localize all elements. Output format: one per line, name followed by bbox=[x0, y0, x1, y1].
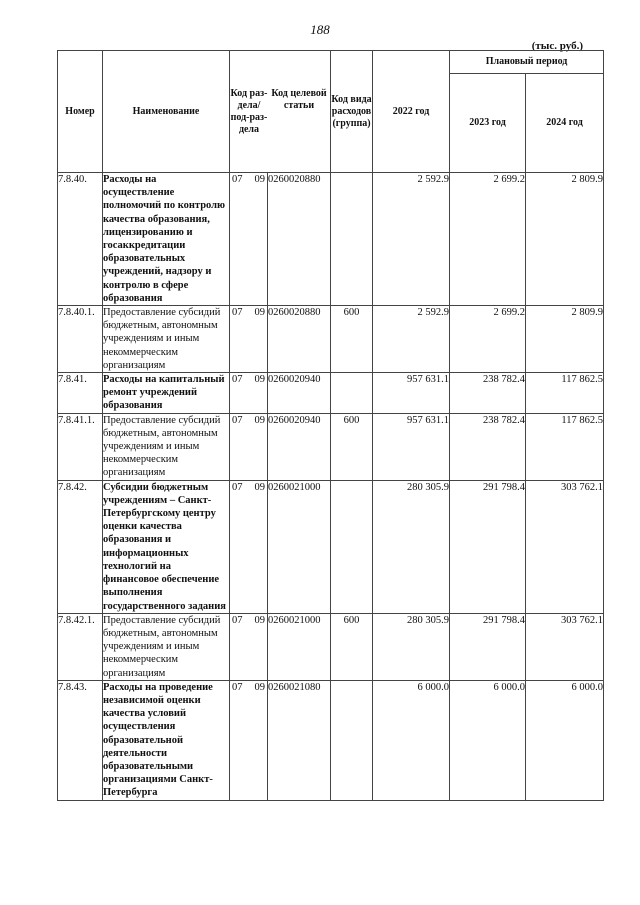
table-body bbox=[58, 173, 604, 801]
header-number: Номер bbox=[58, 51, 103, 173]
row-target: 0260020880 bbox=[268, 306, 331, 373]
row-2024: 2 809.9 bbox=[526, 306, 604, 373]
row-2024: 303 762.1 bbox=[526, 613, 604, 680]
budget-table bbox=[57, 50, 604, 801]
header-section-target bbox=[230, 51, 331, 173]
row-target: 0260021000 bbox=[268, 613, 331, 680]
row-section: 07 bbox=[232, 174, 243, 185]
row-subsection: 09 bbox=[254, 374, 265, 386]
row-group bbox=[331, 680, 373, 800]
row-2023: 238 782.4 bbox=[450, 413, 526, 480]
header-year-2024: 2024 год bbox=[526, 74, 604, 173]
row-target: 0260020940 bbox=[268, 373, 331, 414]
row-2024: 303 762.1 bbox=[526, 480, 604, 613]
row-subsection: 09 bbox=[254, 174, 265, 185]
table-row bbox=[58, 373, 604, 414]
row-number: 7.8.43. bbox=[58, 680, 103, 800]
table-row bbox=[58, 480, 604, 613]
header-year-2023: 2023 год bbox=[450, 74, 526, 173]
row-section: 07 bbox=[232, 681, 243, 693]
row-subsection: 09 bbox=[254, 481, 265, 493]
row-number: 7.8.41. bbox=[58, 373, 103, 414]
row-number: 7.8.41.1. bbox=[58, 413, 103, 480]
row-name: Расходы на проведение независимой оценки качества условий осуществления образовательной деятельности образовательными организациями Санкт-Петербурга bbox=[103, 680, 230, 800]
row-2022: 2 592.9 bbox=[373, 173, 450, 306]
row-target: 0260020880 bbox=[268, 173, 331, 306]
row-section-cell bbox=[230, 306, 268, 373]
row-section: 07 bbox=[232, 374, 243, 386]
row-section-cell bbox=[230, 613, 268, 680]
row-2023: 6 000.0 bbox=[450, 680, 526, 800]
row-section: 07 bbox=[232, 307, 243, 319]
row-group bbox=[331, 373, 373, 414]
row-2023: 291 798.4 bbox=[450, 480, 526, 613]
row-subsection: 09 bbox=[254, 414, 265, 426]
table-row bbox=[58, 306, 604, 373]
row-number: 7.8.42. bbox=[58, 480, 103, 613]
table-row bbox=[58, 680, 604, 800]
row-section-cell bbox=[230, 680, 268, 800]
row-group: 600 bbox=[331, 613, 373, 680]
row-name: Расходы на капитальный ремонт учреждений образования bbox=[103, 373, 230, 414]
row-section: 07 bbox=[232, 614, 243, 626]
row-2023: 238 782.4 bbox=[450, 373, 526, 414]
row-target: 0260020940 bbox=[268, 413, 331, 480]
header-section: Код раз-дела/ под-раз-дела bbox=[230, 87, 268, 135]
row-2023: 2 699.2 bbox=[450, 306, 526, 373]
header-plan-period: Плановый период bbox=[450, 51, 604, 74]
row-target: 0260021000 bbox=[268, 480, 331, 613]
table-row bbox=[58, 413, 604, 480]
row-2023: 291 798.4 bbox=[450, 613, 526, 680]
row-subsection: 09 bbox=[254, 681, 265, 693]
row-group: 600 bbox=[331, 306, 373, 373]
row-target: 0260021080 bbox=[268, 680, 331, 800]
header-name: Наименование bbox=[103, 51, 230, 173]
row-name: Предоставление субсидий бюджетным, автономным учреждениям и иным некоммерческим организациям bbox=[103, 613, 230, 680]
header-target: Код целевой статьи bbox=[271, 87, 327, 111]
row-2022: 957 631.1 bbox=[373, 413, 450, 480]
row-group bbox=[331, 480, 373, 613]
row-2022: 280 305.9 bbox=[373, 613, 450, 680]
row-2024: 6 000.0 bbox=[526, 680, 604, 800]
row-2024: 117 862.5 bbox=[526, 373, 604, 414]
row-name: Предоставление субсидий бюджетным, автономным учреждениям и иным некоммерческим организациям bbox=[103, 413, 230, 480]
row-subsection: 09 bbox=[254, 614, 265, 626]
row-name: Расходы на осуществление полномочий по контролю качества образования, лицензированию и госаккредитации образовательных учреждений, надзору и контролю в сфере образования bbox=[103, 173, 230, 306]
row-name: Предоставление субсидий бюджетным, автономным учреждениям и иным некоммерческим организациям bbox=[103, 306, 230, 373]
row-number: 7.8.40.1. bbox=[58, 306, 103, 373]
row-number: 7.8.42.1. bbox=[58, 613, 103, 680]
row-section: 07 bbox=[232, 414, 243, 426]
row-2024: 2 809.9 bbox=[526, 173, 604, 306]
row-subsection: 09 bbox=[254, 307, 265, 319]
row-section-cell bbox=[230, 413, 268, 480]
page-number: 188 bbox=[310, 22, 330, 37]
row-2022: 957 631.1 bbox=[373, 373, 450, 414]
row-2022: 280 305.9 bbox=[373, 480, 450, 613]
row-number: 7.8.40. bbox=[58, 173, 103, 306]
row-2023: 2 699.2 bbox=[450, 173, 526, 306]
row-2022: 6 000.0 bbox=[373, 680, 450, 800]
row-section-cell bbox=[230, 173, 268, 306]
header-year-2022: 2022 год bbox=[373, 51, 450, 173]
units-label: (тыс. руб.) bbox=[531, 40, 583, 52]
row-group: 600 bbox=[331, 413, 373, 480]
table-row bbox=[58, 173, 604, 306]
row-section: 07 bbox=[232, 481, 243, 493]
row-section-cell bbox=[230, 480, 268, 613]
row-2022: 2 592.9 bbox=[373, 306, 450, 373]
row-2024: 117 862.5 bbox=[526, 413, 604, 480]
row-section-cell bbox=[230, 373, 268, 414]
row-group bbox=[331, 173, 373, 306]
header-type: Код вида расходов (группа) bbox=[331, 51, 373, 173]
table-row bbox=[58, 613, 604, 680]
row-name: Субсидии бюджетным учреждениям – Санкт-Петербургскому центру оценки качества образования и информационных технологий на финансовое обеспечение выполнения государственного задания bbox=[103, 480, 230, 613]
